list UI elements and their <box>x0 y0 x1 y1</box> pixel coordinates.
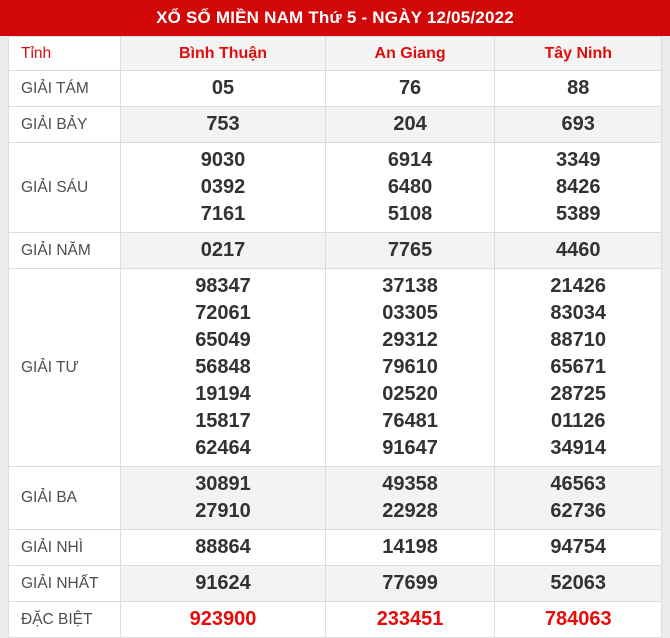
result-number: 753 <box>206 113 240 135</box>
result-number: 62736 <box>550 500 607 522</box>
result-cell <box>121 467 325 530</box>
result-number: 03305 <box>382 302 438 324</box>
prize-row <box>9 233 662 269</box>
result-cell <box>121 233 325 269</box>
result-cell <box>495 602 662 638</box>
result-number: 15817 <box>195 410 251 432</box>
prize-label: GIẢI NHẤT <box>9 566 121 602</box>
result-number: 30891 <box>195 473 251 495</box>
result-number: 49358 <box>382 473 438 495</box>
result-cell <box>495 530 662 566</box>
result-number: 83034 <box>550 302 607 324</box>
lottery-results-table <box>8 36 662 638</box>
prize-row <box>9 566 662 602</box>
prize-row <box>9 467 662 530</box>
result-number: 91624 <box>195 572 251 594</box>
title-bar <box>0 0 670 36</box>
result-cell <box>495 467 662 530</box>
result-cell <box>495 233 662 269</box>
prize-label: GIẢI NĂM <box>9 233 121 269</box>
result-cell <box>325 233 495 269</box>
prize-row <box>9 143 662 233</box>
result-number: 7765 <box>387 239 433 261</box>
prize-label: GIẢI BA <box>9 467 121 530</box>
prize-label: GIẢI TƯ <box>9 269 121 467</box>
result-number: 14198 <box>382 536 438 558</box>
result-number: 9030 <box>200 149 246 171</box>
prize-label: GIẢI TÁM <box>9 71 121 107</box>
result-cell <box>121 71 325 107</box>
result-number: 34914 <box>550 437 607 459</box>
result-cell <box>121 530 325 566</box>
result-cell <box>325 269 495 467</box>
prize-row <box>9 107 662 143</box>
result-number: 37138 <box>382 275 438 297</box>
result-number: 62464 <box>195 437 251 459</box>
result-number: 88 <box>567 77 590 99</box>
result-cell <box>325 143 495 233</box>
result-number: 0392 <box>200 176 246 198</box>
result-number: 65671 <box>550 356 607 378</box>
result-cell <box>495 566 662 602</box>
result-cell <box>121 143 325 233</box>
result-cell <box>121 566 325 602</box>
result-number: 0217 <box>200 239 246 261</box>
result-number: 27910 <box>195 500 251 522</box>
result-number: 65049 <box>195 329 251 351</box>
result-number: 91647 <box>382 437 438 459</box>
result-number: 233451 <box>376 608 444 630</box>
column-header-an-giang: An Giang <box>325 37 495 71</box>
result-number: 29312 <box>382 329 438 351</box>
result-cell <box>325 566 495 602</box>
result-cell <box>121 269 325 467</box>
column-header-province: Tỉnh <box>9 37 121 71</box>
result-number: 4460 <box>555 239 601 261</box>
prize-label: GIẢI NHÌ <box>9 530 121 566</box>
result-number: 72061 <box>195 302 251 324</box>
page-title: XỔ SỐ MIỀN NAM Thứ 5 - NGÀY 12/05/2022 <box>156 8 514 27</box>
result-number: 693 <box>561 113 595 135</box>
result-number: 28725 <box>550 383 607 405</box>
result-number: 77699 <box>382 572 438 594</box>
table-header-row <box>9 37 662 71</box>
result-number: 923900 <box>189 608 257 630</box>
result-number: 46563 <box>550 473 607 495</box>
prize-row <box>9 530 662 566</box>
result-cell <box>495 107 662 143</box>
result-number: 05 <box>211 77 235 99</box>
result-number: 98347 <box>195 275 251 297</box>
result-number: 21426 <box>550 275 607 297</box>
result-number: 19194 <box>195 383 251 405</box>
result-number: 5108 <box>387 203 433 225</box>
result-number: 6480 <box>387 176 433 198</box>
prize-row <box>9 602 662 638</box>
result-cell <box>325 602 495 638</box>
prize-row <box>9 71 662 107</box>
prize-label: GIẢI SÁU <box>9 143 121 233</box>
result-cell <box>495 143 662 233</box>
result-number: 52063 <box>550 572 607 594</box>
result-number: 8426 <box>555 176 601 198</box>
result-number: 76481 <box>382 410 438 432</box>
result-number: 02520 <box>382 383 438 405</box>
column-header-binh-thuan: Bình Thuận <box>121 37 325 71</box>
result-number: 22928 <box>382 500 438 522</box>
result-number: 7161 <box>200 203 246 225</box>
result-number: 6914 <box>387 149 433 171</box>
result-number: 204 <box>393 113 427 135</box>
result-cell <box>495 269 662 467</box>
result-number: 76 <box>398 77 422 99</box>
prize-label: ĐẶC BIỆT <box>9 602 121 638</box>
prize-label: GIẢI BẢY <box>9 107 121 143</box>
result-cell <box>325 71 495 107</box>
result-number: 784063 <box>544 608 612 630</box>
result-number: 79610 <box>382 356 438 378</box>
result-number: 5389 <box>555 203 601 225</box>
result-number: 01126 <box>550 410 606 432</box>
result-cell <box>121 602 325 638</box>
result-cell <box>325 467 495 530</box>
column-header-tay-ninh: Tây Ninh <box>495 37 662 71</box>
prize-row <box>9 269 662 467</box>
result-number: 88710 <box>550 329 607 351</box>
result-cell <box>495 71 662 107</box>
result-cell <box>121 107 325 143</box>
result-number: 94754 <box>550 536 607 558</box>
result-number: 88864 <box>195 536 251 558</box>
result-number: 56848 <box>195 356 251 378</box>
result-cell <box>325 107 495 143</box>
result-cell <box>325 530 495 566</box>
result-number: 3349 <box>555 149 601 171</box>
